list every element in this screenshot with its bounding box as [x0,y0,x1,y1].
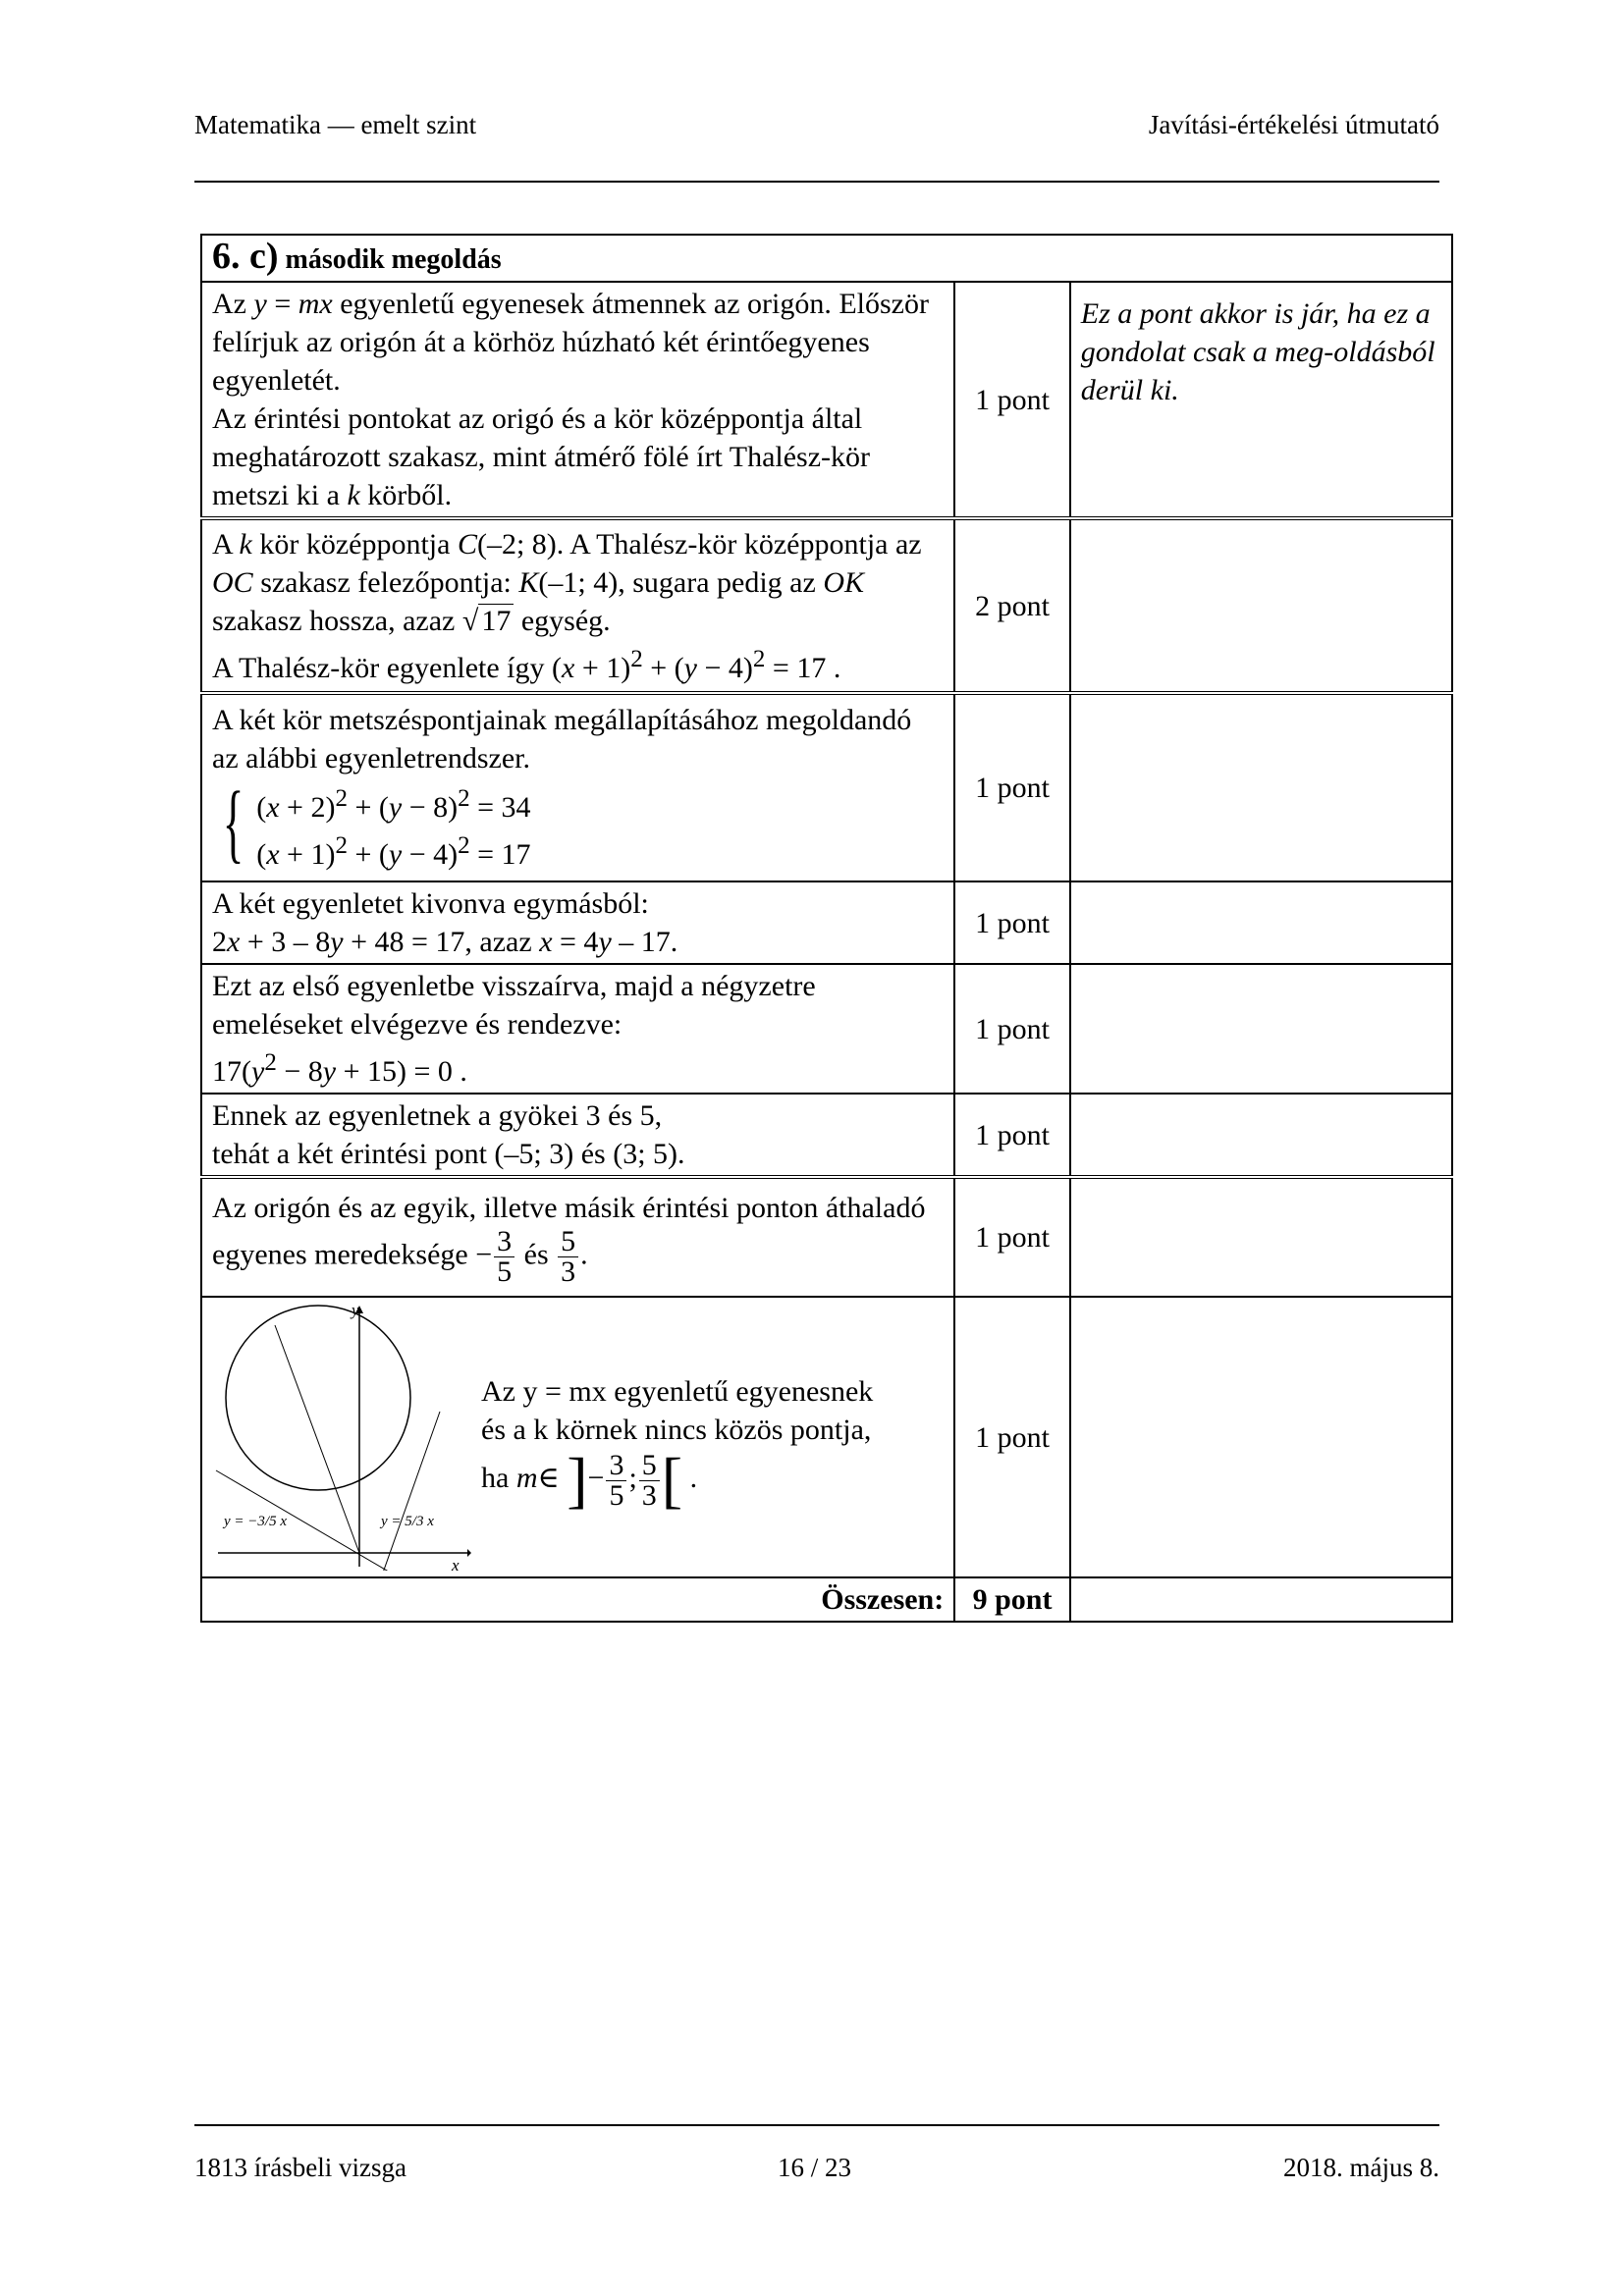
step-7-points: 1 pont [954,1177,1070,1297]
footer-exam: 1813 írásbeli vizsga [194,2153,406,2182]
tangent-line-right [300,1412,440,1571]
fraction: $\frac{3}{5}$ [606,1451,626,1511]
step-7: Az origón és az egyik, illetve másik érintési ponton áthaladó egyenes meredeksége − $\frac{3}{5}$ és $\frac{5}{3}$ . [201,1177,954,1297]
step-8 [201,1297,954,1577]
step-3-points: 1 pont [954,693,1070,881]
footer-rule [194,2124,1439,2126]
circle-tangent-figure [212,1304,471,1571]
step-3: A két kör metszéspontjainak megállapításához megoldandó az alábbi egyenletrendszer. { $(x + 2)^2 + (y - 8)^2 = 34$ $(x + 1)^2 + (y - 4)^2 = 17$ [201,693,954,881]
header-doc-type: Javítási-értékelési útmutató [1148,110,1439,139]
total-points: 9 pont [954,1577,1070,1622]
x-axis-arrow [467,1549,471,1557]
step-1: Az y = mx egyenletű egyenesek átmennek az origón. Először felírjuk az origón át a körhöz húzható két érintőegyenes egyenletét. Az érintési pontokat az origó és a kör középpontja által meghatározott szakasz, mint átmérő fölé írt Thalész-kör metszi ki a k körből. [201,282,954,518]
equation-system: { $(x + 2)^2 + (y - 8)^2 = 34$ $(x + 1)^2 + (y - 4)^2 = 17$ [222,774,531,872]
page-number: 16 / 23 [778,2153,852,2182]
line-left-label: y = −3/5 x [224,1514,287,1529]
footer-date: 2018. május 8. [1283,2153,1439,2182]
header-rule [194,181,1439,183]
step-2-points: 2 pont [954,518,1070,693]
brace-symbol: { [222,774,244,872]
center-segment [275,1325,359,1553]
step-2: A k kör középpontja C(–2; 8). A Thalész-kör középpontja az OC szakasz felezőpontja: K(–1; 4), sugara pedig az OK szakasz hossza, azaz √ 17 egység. A Thalész-kör egyenlete így $(x + 1)^2 + (y - 4)^2 = 17$ . [201,518,954,693]
figure-caption: Az y = mx egyenletű egyenesnek és a k körnek nincs közös pontja, ha m∈ ]− $\frac{3}{5}$ ; $\frac{5}{3}$ [ . [481,1375,874,1515]
interval-bracket-close: [ [661,1445,683,1515]
solution-table [200,234,1453,1623]
line-right-label: y = 5/3 x [381,1514,434,1529]
header-subject: Matematika — emelt szint [194,110,477,139]
step-8-points: 1 pont [954,1297,1070,1577]
step-6-points: 1 pont [954,1094,1070,1177]
step-4: A két egyenletet kivonva egymásból: 2x + 3 – 8y + 48 = 17, azaz x = 4y – 17. [201,881,954,964]
circle-k [226,1306,410,1490]
fraction: $\frac{3}{5}$ [494,1227,514,1287]
step-1-points: 1 pont [954,282,1070,518]
step-6: Ennek az egyenletnek a gyökei 3 és 5, tehát a két érintési pont (–5; 3) és (3; 5). [201,1094,954,1177]
fraction: $\frac{5}{3}$ [639,1451,660,1511]
task-title: 6. c) második megoldás [201,235,1452,282]
step-1-note: Ez a pont akkor is jár, ha ez a gondolat csak a meg-oldásból derül ki. [1070,282,1452,518]
step-5-points: 1 pont [954,964,1070,1094]
x-axis-label: x [452,1556,460,1571]
step-5: Ezt az első egyenletbe visszaírva, majd a négyzetre emeléseket elvégezve és rendezve: $17(y^2 - 8y + 15) = 0$ . [201,964,954,1094]
fraction: $\frac{5}{3}$ [558,1227,578,1287]
y-axis-label: y [352,1304,359,1319]
total-label: Összesen: [201,1577,954,1622]
step-4-points: 1 pont [954,881,1070,964]
interval-bracket-open: ] [567,1445,588,1515]
